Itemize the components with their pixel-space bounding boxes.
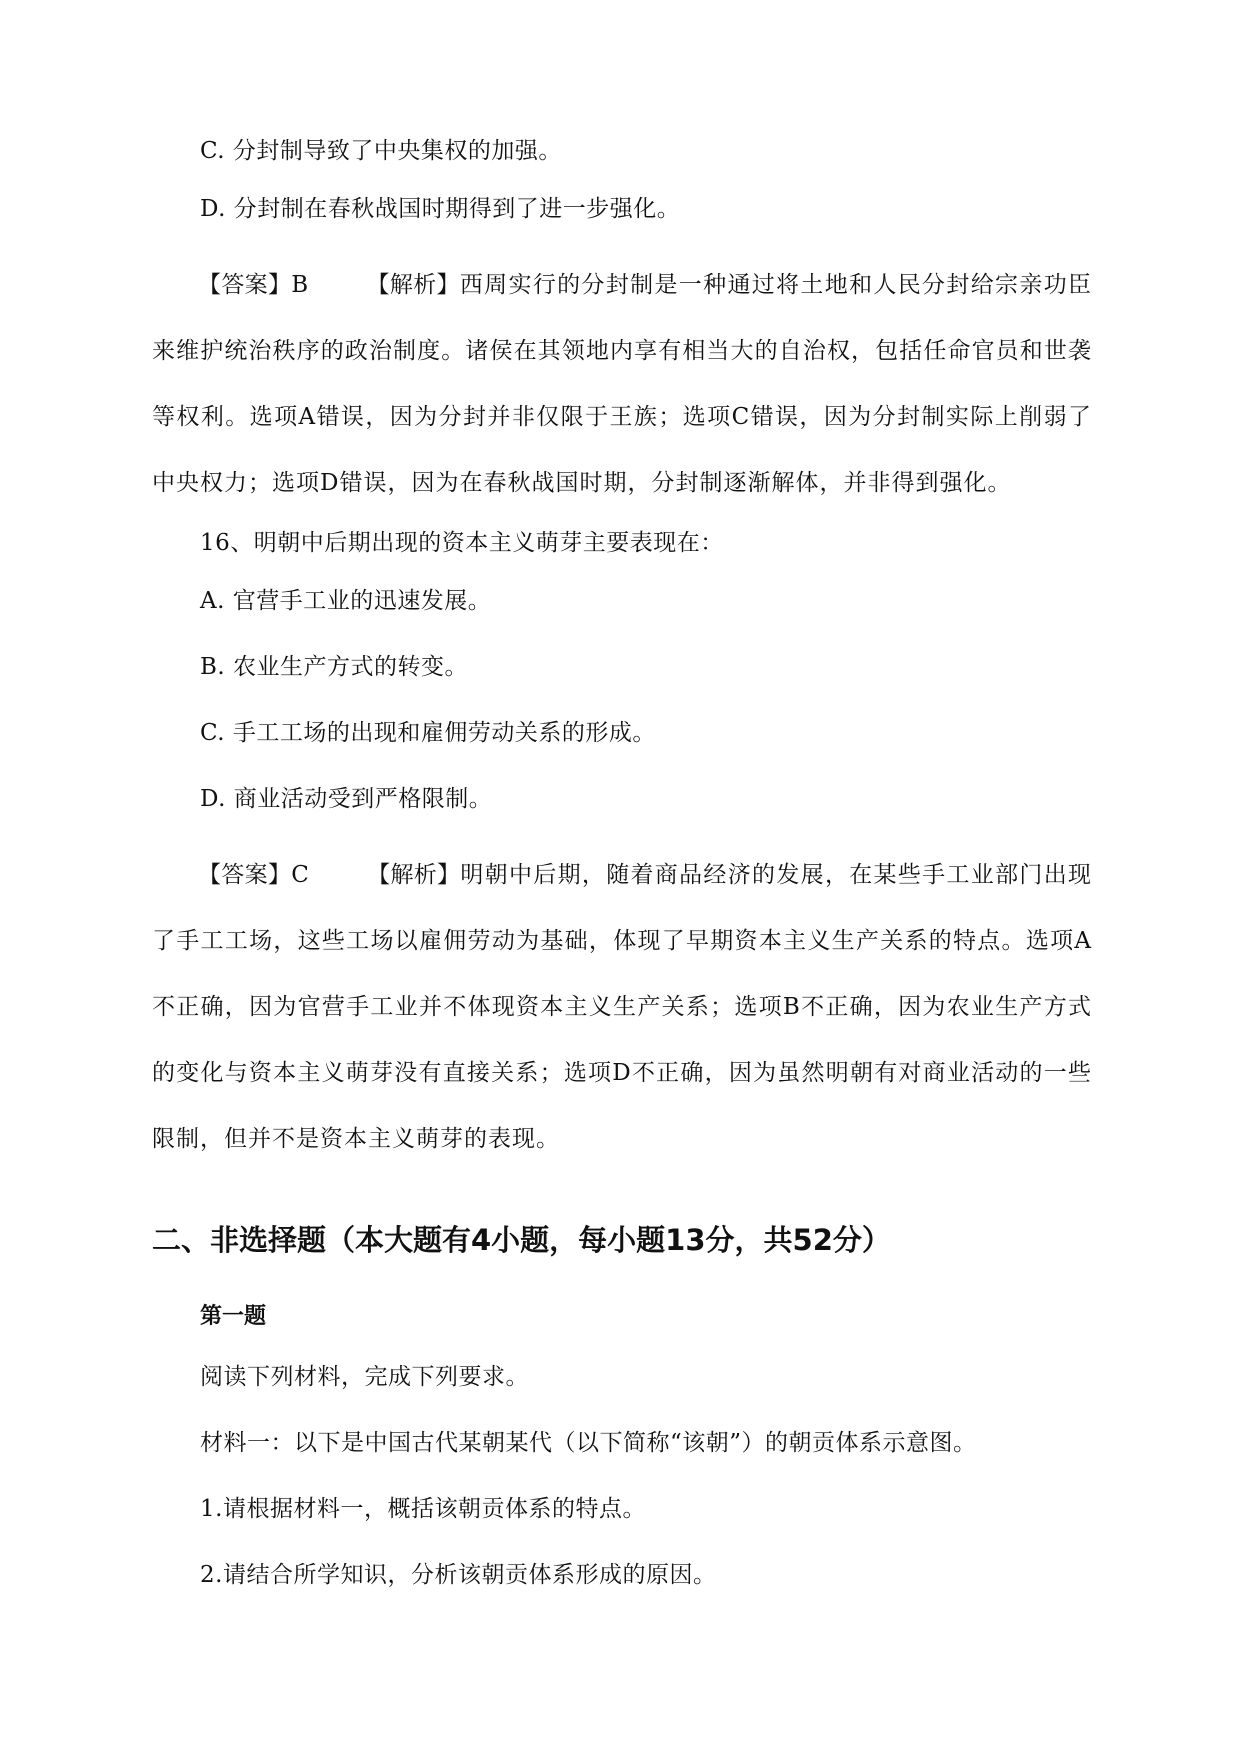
instruction-text: 阅读下列材料，完成下列要求。 (200, 1364, 529, 1390)
q16-question: 16、明朝中后期出现的资本主义萌芽主要表现在： (200, 530, 724, 556)
q15-option-c: C. 分封制导致了中央集权的加强。 (200, 138, 562, 164)
q15-answer-tag: 【答案】B (198, 272, 309, 298)
q16-option-d: D. 商业活动受到严格限制。 (200, 786, 493, 812)
q16-option-b: B. 农业生产方式的转变。 (200, 654, 469, 680)
section-heading: 二、非选择题（本大题有4小题，每小题13分，共52分） (152, 1223, 891, 1257)
q16-analysis-tag: 【解析】 (366, 862, 461, 888)
q16-option-c: C. 手工工场的出现和雇佣劳动关系的形成。 (200, 720, 656, 746)
task-one-text: 1.请根据材料一，概括该朝贡体系的特点。 (200, 1496, 646, 1522)
task-two-text: 2.请结合所学知识，分析该朝贡体系形成的原因。 (200, 1562, 717, 1588)
q16-answer-analysis (152, 842, 1092, 1172)
material-one-text: 材料一：以下是中国古代某朝某代（以下简称“该朝”）的朝贡体系示意图。 (200, 1430, 977, 1456)
q15-analysis-text: 西周实行的分封制是一种通过将土地和人民分封给宗亲功臣来维护统治秩序的政治制度。诸侯在其领地内享有相当大的自治权，包括任命官员和世袭等权利。选项A错误，因为分封并非仅限于王族；选项C错误，因为分封制实际上削弱了中央权力；选项D错误，因为在春秋战国时期，分封制逐渐解体，并非得到强化。 (152, 272, 1093, 496)
q16-option-a: A. 官营手工业的迅速发展。 (200, 588, 492, 614)
q16-answer-tag: 【答案】C (198, 862, 309, 888)
q15-option-d: D. 分封制在春秋战国时期得到了进一步强化。 (200, 196, 681, 222)
question-title: 第一题 (200, 1304, 267, 1329)
q16-analysis-text: 明朝中后期，随着商品经济的发展，在某些手工业部门出现了手工工场，这些工场以雇佣劳动为基础，体现了早期资本主义生产关系的特点。选项A不正确，因为官营手工业并不体现资本主义生产关系；选项B不正确，因为农业生产方式的变化与资本主义萌芽没有直接关系；选项D不正确，因为虽然明朝有对商业活动的一些限制，但并不是资本主义萌芽的表现。 (152, 862, 1092, 1152)
q15-analysis-tag: 【解析】 (366, 272, 460, 298)
q15-answer-analysis (152, 252, 1092, 516)
